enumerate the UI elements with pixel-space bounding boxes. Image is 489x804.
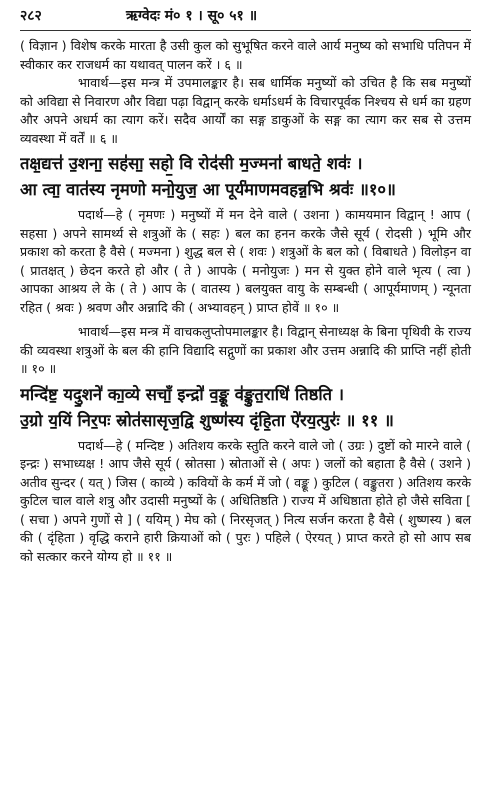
page-header [20,6,471,31]
padartha-10: पदार्थ—हे ( नृमणः ) मनुष्यों में मन देने वाले ( उशना ) कामयमान विद्वान् ! आप ( सहसा ) अपने सामर्थ्य से शत्रुओं के ( सहः ) बल का हनन करके जैसे सूर्य ( रोदसी ) भूमि और प्रकाश को करता है वैसे ( मज्मना ) शुद्ध बल से ( शवः ) शत्रुओं के बल को ( विबाधते ) विलोड़न वा ( प्रातक्षत् ) छेदन करते हो और ( ते ) आपके ( मनोयुजः ) मन से युक्त होने वाले भृत्य ( त्वा ) आपका आश्रय ले के ( ते ) आप के ( वातस्य ) बलयुक्त वायु के सम्बन्धी ( आपूर्यमाणम् ) न्यूनता रहित ( श्रवः ) श्रवण और अन्नादि की ( अभ्यावहन् ) प्राप्त होवें ॥ १० ॥ [20,207,471,315]
mantra-10 [20,151,471,203]
running-title: ऋग्वेदः मं० १ । सू० ५१ ॥ [126,8,258,24]
mantra-10-line-2: आ त्वा॒ वात॑स्य नृमणो मनो॒युज॒ आ पूर्य॑माणमवहन्न॒भि श्रवः॑ ॥१०॥ [20,180,396,199]
bhavartha-10: भावार्थ—इस मन्त्र में वाचकलुप्तोपमालङ्कार है। विद्वान् सेनाध्यक्ष के बिना पृथिवी के राज्य की व्यवस्था शत्रुओं के बल की हानि विद्यादि सद्गुणों का प्रकाश और उत्तम अन्नादि की प्राप्ति नहीं होती ॥ १० ॥ [20,324,471,376]
page-number: २८२ [20,8,42,24]
padartha-11: पदार्थ—हे ( मन्दिष्ट ) अतिशय करके स्तुति करने वाले जो ( उग्रः ) दुष्टों को मारने वाले ( इन्द्रः ) सभाध्यक्ष ! आप जैसे सूर्य ( स्रोतसा ) स्रोताओं से ( अपः ) जलों को बहाता है वैसे ( उशने ) अतीव सुन्दर ( यत् ) जिस ( काव्ये ) कवियों के कर्म में जो ( वङ्कू ) कुटिल ( वङ्कुतरा ) अतिशय करके कुटिल चाल वाले शत्रु और उदासी मनुष्यों के ( अधितिष्ठति ) राज्य में अधिष्ठाता होते हो जैसे सविता [ ( सचा ) अपने गुणों से ] ( ययिम् ) मेघ को ( निरसृजत् ) नित्य सर्जन करता है वैसे ( शुष्णस्य ) बल की ( दृंहिता ) वृद्धि कराने हारी क्रियाओं को ( पुरः ) पहिले ( ऐरयत् ) प्राप्त करते हो सो आप सब को सत्कार करने योग्य हो ॥ ११ ॥ [20,437,471,564]
mantra-11 [20,382,471,434]
bhavartha-9: भावार्थ—इस मन्त्र में उपमालङ्कार है। सब धार्मिक मनुष्यों को उचित है कि सब मनुष्यों को अविद्या से निवारण और विद्या पढ़ा विद्वान् करके धर्माऽधर्म के विचारपूर्वक निश्चय से धर्म का ग्रहण और अपने अधर्म का त्याग करें। सदैव आर्यों का सङ्ग डाकुओं के सङ्ग का त्याग कर सब से उत्तम व्यवस्था में वर्तें ॥ ६ ॥ [20,75,471,146]
carry-over-paragraph: ( विज्ञान ) विशेष करके मारता है उसी कुल को सुभूषित करने वाले आर्य मनुष्य को सभाधि पतिपन में स्वीकार कर राजधर्म का यथावत् पालन करें । ६ ॥ [20,38,471,72]
mantra-11-line-1: मन्दि॑ष्ट॒ यदु॒शने॑ का॒व्ये सचाँ॒ इन्द्रो॑ व॒ङ्कू व॑ङ्कुत॒राधि॑ तिष्ठति । [20,384,345,404]
mantra-11-line-2: उ॒ग्रो य॒यिं निर॒पः स्रोत॑सासृज॒द्वि शुष्ण॑स्य दृंहि॒ता ऐ॑रय॒त्पुरः॑ ॥ ११ ॥ [20,410,394,430]
mantra-10-line-1: तक्ष॒द्यत्त॑ उ॒शना॒ सह॑सा॒ सहो॒ वि रोद॑सी म॒ज्मना॑ बाधते॒ शवः॑ । [20,154,363,173]
